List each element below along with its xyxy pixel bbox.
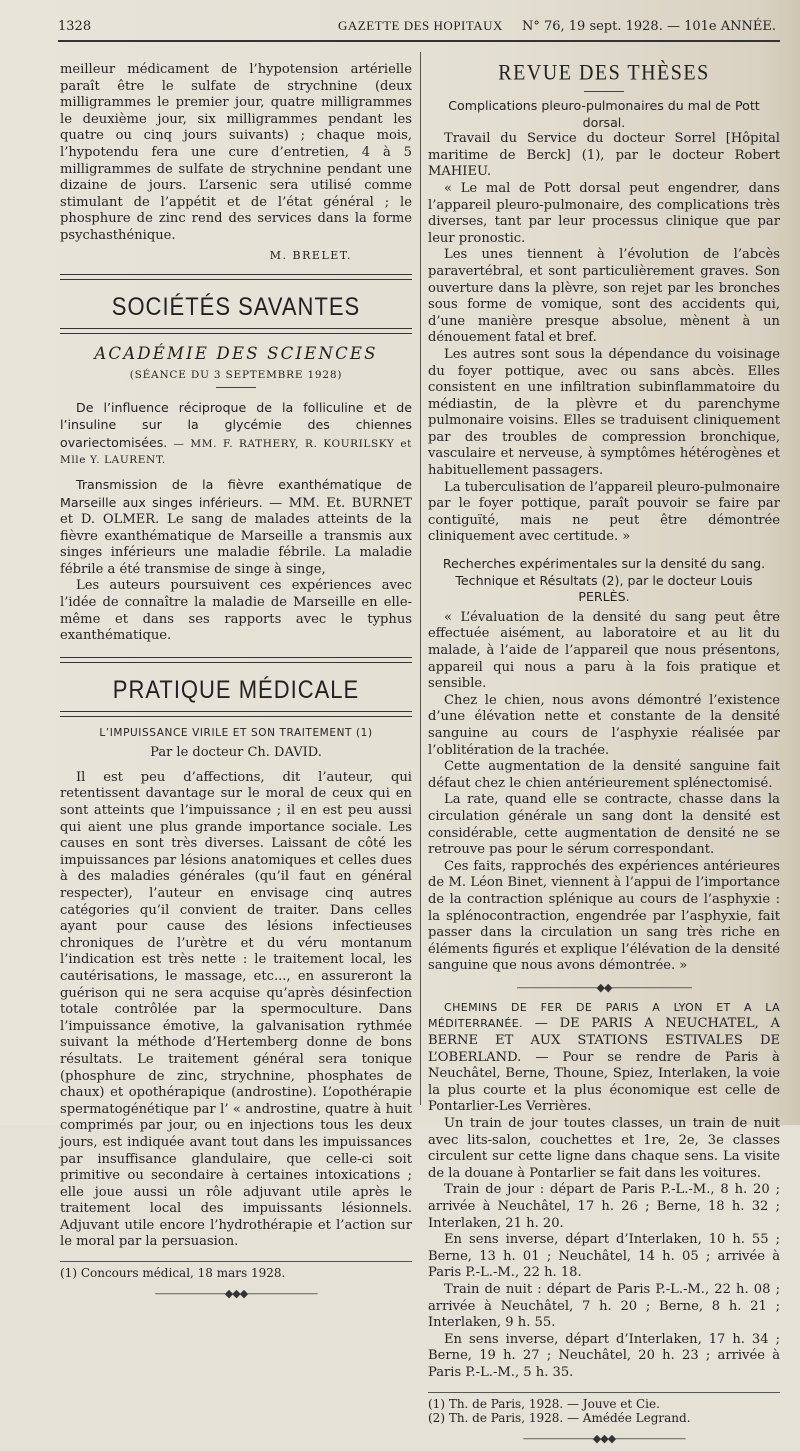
footnote-rule <box>60 1261 412 1262</box>
issue-info: N° 76, 19 sept. 1928. — 101e ANNÉE. <box>521 18 776 34</box>
left-column <box>60 62 412 1306</box>
item2-text: — MM. Et. BURNET et D. OLMER. Le sang de malades atteints de la fièvre exanthématique de Marseille a transmis aux singes inférieurs une maladie fébrile. La maladie fébrile a été transmise de singe à singe, <box>60 495 412 577</box>
short-rule <box>584 91 624 92</box>
ornament-divider: ———————◆◆◆——————— <box>154 1286 318 1300</box>
ornament-divider: ———————◆◆◆——————— <box>522 1431 686 1445</box>
thesis1-subtitle: Travail du Service du docteur Sorrel [Hôpital maritime de Berck] (1), par le docteur Robert MAHIEU. <box>428 131 780 180</box>
railway-p1: — DE PARIS A NEUCHATEL, A BERNE ET AUX STATIONS ESTIVALES DE L’OBERLAND. — Pour se rendre de Paris à Neuchâtel, Berne, Thoune, Spiez, Interlaken, la voie la plus courte et la plus économique est celle de Pontarlier-Les Verrières. <box>428 1016 780 1115</box>
thesis1-p3: Les autres sont sous la dépendance du voisinage du foyer pottique, avec ou sans abcès. Elles consistent en une infiltration subinflammatoire du médiastin, de la plèvre et du parenchyme pulmonaire voisins. Elles se traduisent cliniquement par des troubles de compression bronchique, vasculaire et nerveuse, à symptômes hétérogènes et habituellement passagers. <box>428 346 780 479</box>
thesis2-title: Recherches expérimentales sur la densité du sang. Technique et Résultats (2), par le docteur Louis PERLÈS. <box>442 556 766 605</box>
header-rule <box>58 40 780 42</box>
footnote-theses-2: (2) Th. de Paris, 1928. — Amédée Legrand. <box>428 1411 691 1426</box>
thesis1-p4: La tuberculisation de l’appareil pleuro-pulmonaire par le foyer pottique, paraît pouvoir se faire par contiguïté, mais ne peut être démontrée cliniquement avec certitude. » <box>428 479 780 545</box>
continued-paragraph: meilleur médicament de l’hypotension artérielle paraît être le sulfate de strychnine (deux milligrammes le premier jour, quatre milligrammes le deuxième jour, six milligrammes pendant les quatre ou cinq jours suivants) ; chaque mois, l’hypotendu fera une cure d’entretien, 4 à 5 milligrammes de sulfate de strychnine pendant une dizaine de jours. L’arsenic sera utilisé comme stimulant de l’appétit et de l’état général ; le phosphure de zinc rend des services dans la forme psychasthénique. <box>60 62 412 243</box>
railway-p2: Un train de jour toutes classes, un train de nuit avec lits-salon, couchettes et 1re, 2e, 3e classes circulent sur cette ligne dans chaque sens. La visite de la douane à Pontarlier se fait dans les voitures. <box>428 1116 780 1181</box>
thesis2-p4: La rate, quand elle se contracte, chasse dans la circulation générale un sang dont la densité est considérable, cette augmentation de densité ne se retrouve pas pour le sérum correspondant. <box>428 792 780 858</box>
thesis2-p5: Ces faits, rapprochés des expériences antérieures de M. Léon Binet, viennent à l’appui de l’importance de la contraction splénique au cours de l’asphyxie : la splénocontraction, engendrée par l’asphyxie, fait passer dans la circulation un sang très riche en éléments figurés et explique l’élévation de la densité sanguine que nous avons démontrée. » <box>428 858 780 974</box>
double-rule <box>60 274 412 280</box>
footnote-theses-1: (1) Th. de Paris, 1928. — Jouve et Cie. <box>428 1396 660 1411</box>
section-title-pratique: PRATIQUE MÉDICALE <box>112 674 360 704</box>
thesis2-p1: « L’évaluation de la densité du sang peut être effectuée aisément, au laboratoire et au lit du malade, à l’aide de l’appareil que nous présentons, appareil qui nous a paru à la fois pratique et sensible. <box>428 609 780 692</box>
item2-text2: Les auteurs poursuivent ces expériences avec l’idée de connaître la maladie de Marseille en elle-même et dans ses rapports avec le typhus exanthématique. <box>60 578 412 644</box>
thesis1-p1: « Le mal de Pott dorsal peut engendrer, dans l’appareil pleuro-pulmonaire, des complications très diverses, tant par leur processus clinique que par leur pronostic. <box>428 180 780 246</box>
article-title: L’IMPUISSANCE VIRILE ET SON TRAITEMENT (1) <box>99 726 373 739</box>
railway-p4: En sens inverse, départ d’Interlaken, 10 h. 55 ; Berne, 13 h. 01 ; Neuchâtel, 14 h. 05 ; arrivée à Paris P.-L.-M., 22 h. 18. <box>428 1232 780 1281</box>
short-rule <box>216 387 256 388</box>
footnote-1: (1) Concours médical, 18 mars 1928. <box>60 1266 286 1281</box>
item2-title: Transmission de la fièvre exanthématique de Marseille aux singes inférieurs. <box>60 476 412 510</box>
page-header <box>58 14 780 38</box>
author-signature: M. BRELET. <box>269 248 352 262</box>
railway-p6: En sens inverse, départ d’Interlaken, 17 h. 34 ; Berne, 19 h. 27 ; Neuchâtel, 20 h. 23 ; arrivée à Paris P.-L.-M., 5 h. 35. <box>428 1331 780 1380</box>
thesis1-p2: Les unes tiennent à l’évolution de l’abcès paravertébral, et sont particulièrement graves. Son ouverture dans la plèvre, son rejet par les bronches sous forme de vomique, sont des accidents qui, d’une manière presque absolue, mènent à un dénouement fatal et bref. <box>428 247 780 346</box>
section-title-societes: SOCIÉTÉS SAVANTES <box>111 291 361 321</box>
article-byline: Par le docteur Ch. DAVID. <box>150 744 322 760</box>
double-rule <box>60 711 412 717</box>
thesis1-title: Complications pleuro-pulmonaires du mal de Pott dorsal. <box>448 98 760 130</box>
item1-title: De l’influence réciproque de la folliculine et de l’insuline sur la glycémie des chiennes ovariectomisées. <box>60 399 412 450</box>
thesis2-p3: Cette augmentation de la densité sanguine fait défaut chez le chien antérieurement splénectomisé. <box>428 759 780 791</box>
railway-p5: Train de nuit : départ de Paris P.-L.-M., 22 h. 08 ; arrivée à Neuchâtel, 7 h. 20 ; Berne, 8 h. 21 ; Interlaken, 9 h. 55. <box>428 1281 780 1331</box>
item1-authors: — MM. F. RATHERY, R. KOURILSKY et Mlle Y. LAURENT. <box>60 437 412 467</box>
railway-heading: CHEMINS DE FER DE PARIS A LYON ET A LA MÉDITERRANÉE. <box>428 1000 780 1031</box>
seance-date: (SÉANCE DU 3 SEPTEMBRE 1928) <box>129 368 343 381</box>
article-text: Il est peu d’affections, dit l’auteur, qui retentissent davantage sur le moral de ceux qui en sont atteints que l’impuissance ; il en est peu aussi qui aient une plus grande importance sociale. Les causes en sont très diverses. Laissant de côté les impuissances par lésions anatomiques et celles dues à des maladies générales (qu’il faut en général respecter), l’auteur en envisage cinq autres catégories qu’il convient de traiter. Dans celles ayant pour cause des lésions infectieuses chroniques de l’urètre et du véru montanum l’indication est très nette : le traitement local, les cautérisations, le massage, etc..., en assureront la guérison qui ne sera acquise qu’après désinfection totale contrôlée par la spermoculture. Dans l’impuissance émotive, la galvanisation rythmée suivant la méthode d’Hertemberg donne de bons résultats. Le traitement général sera tonique (phosphure de zinc, strychnine, phosphates de chaux) et opothérapique (androstine). L’opothérapie spermatogénétique par l’ « androstine, quatre à huit comprimés par jour, ou en injections tous les deux jours, est indiquée avant tout dans les impuissances par insuffisance glandulaire, que celle-ci soit primitive ou secondaire à certaines intoxications ; elle joue aussi un rôle adjuvant utile après le traitement local des impuissants lésionnels. Adjuvant utile encore l’hydrothérapie et l’action sur le moral par la persuasion. <box>60 769 412 1250</box>
footnote-rule <box>428 1392 780 1393</box>
double-rule <box>60 657 412 663</box>
ornament-divider: ————————◆◆———————— <box>516 980 692 994</box>
academie-title: ACADÉMIE DES SCIENCES <box>94 343 378 363</box>
page-number: 1328 <box>58 18 92 34</box>
right-column <box>428 62 780 1451</box>
railway-p3: Train de jour : départ de Paris P.-L.-M., 8 h. 20 ; arrivée à Neuchâtel, 17 h. 26 ; Berne, 18 h. 32 ; Interlaken, 21 h. 20. <box>428 1182 780 1231</box>
double-rule <box>60 328 412 334</box>
column-divider <box>420 52 421 1105</box>
magazine-title: GAZETTE DES HOPITAUX <box>338 18 503 33</box>
thesis2-p2: Chez le chien, nous avons démontré l’existence d’une élévation nette et constante de la densité sanguine au cours de l’asphyxie réalisée par l’oblitération de la trachée. <box>428 692 780 758</box>
section-title-theses: REVUE DES THÈSES <box>498 60 710 86</box>
